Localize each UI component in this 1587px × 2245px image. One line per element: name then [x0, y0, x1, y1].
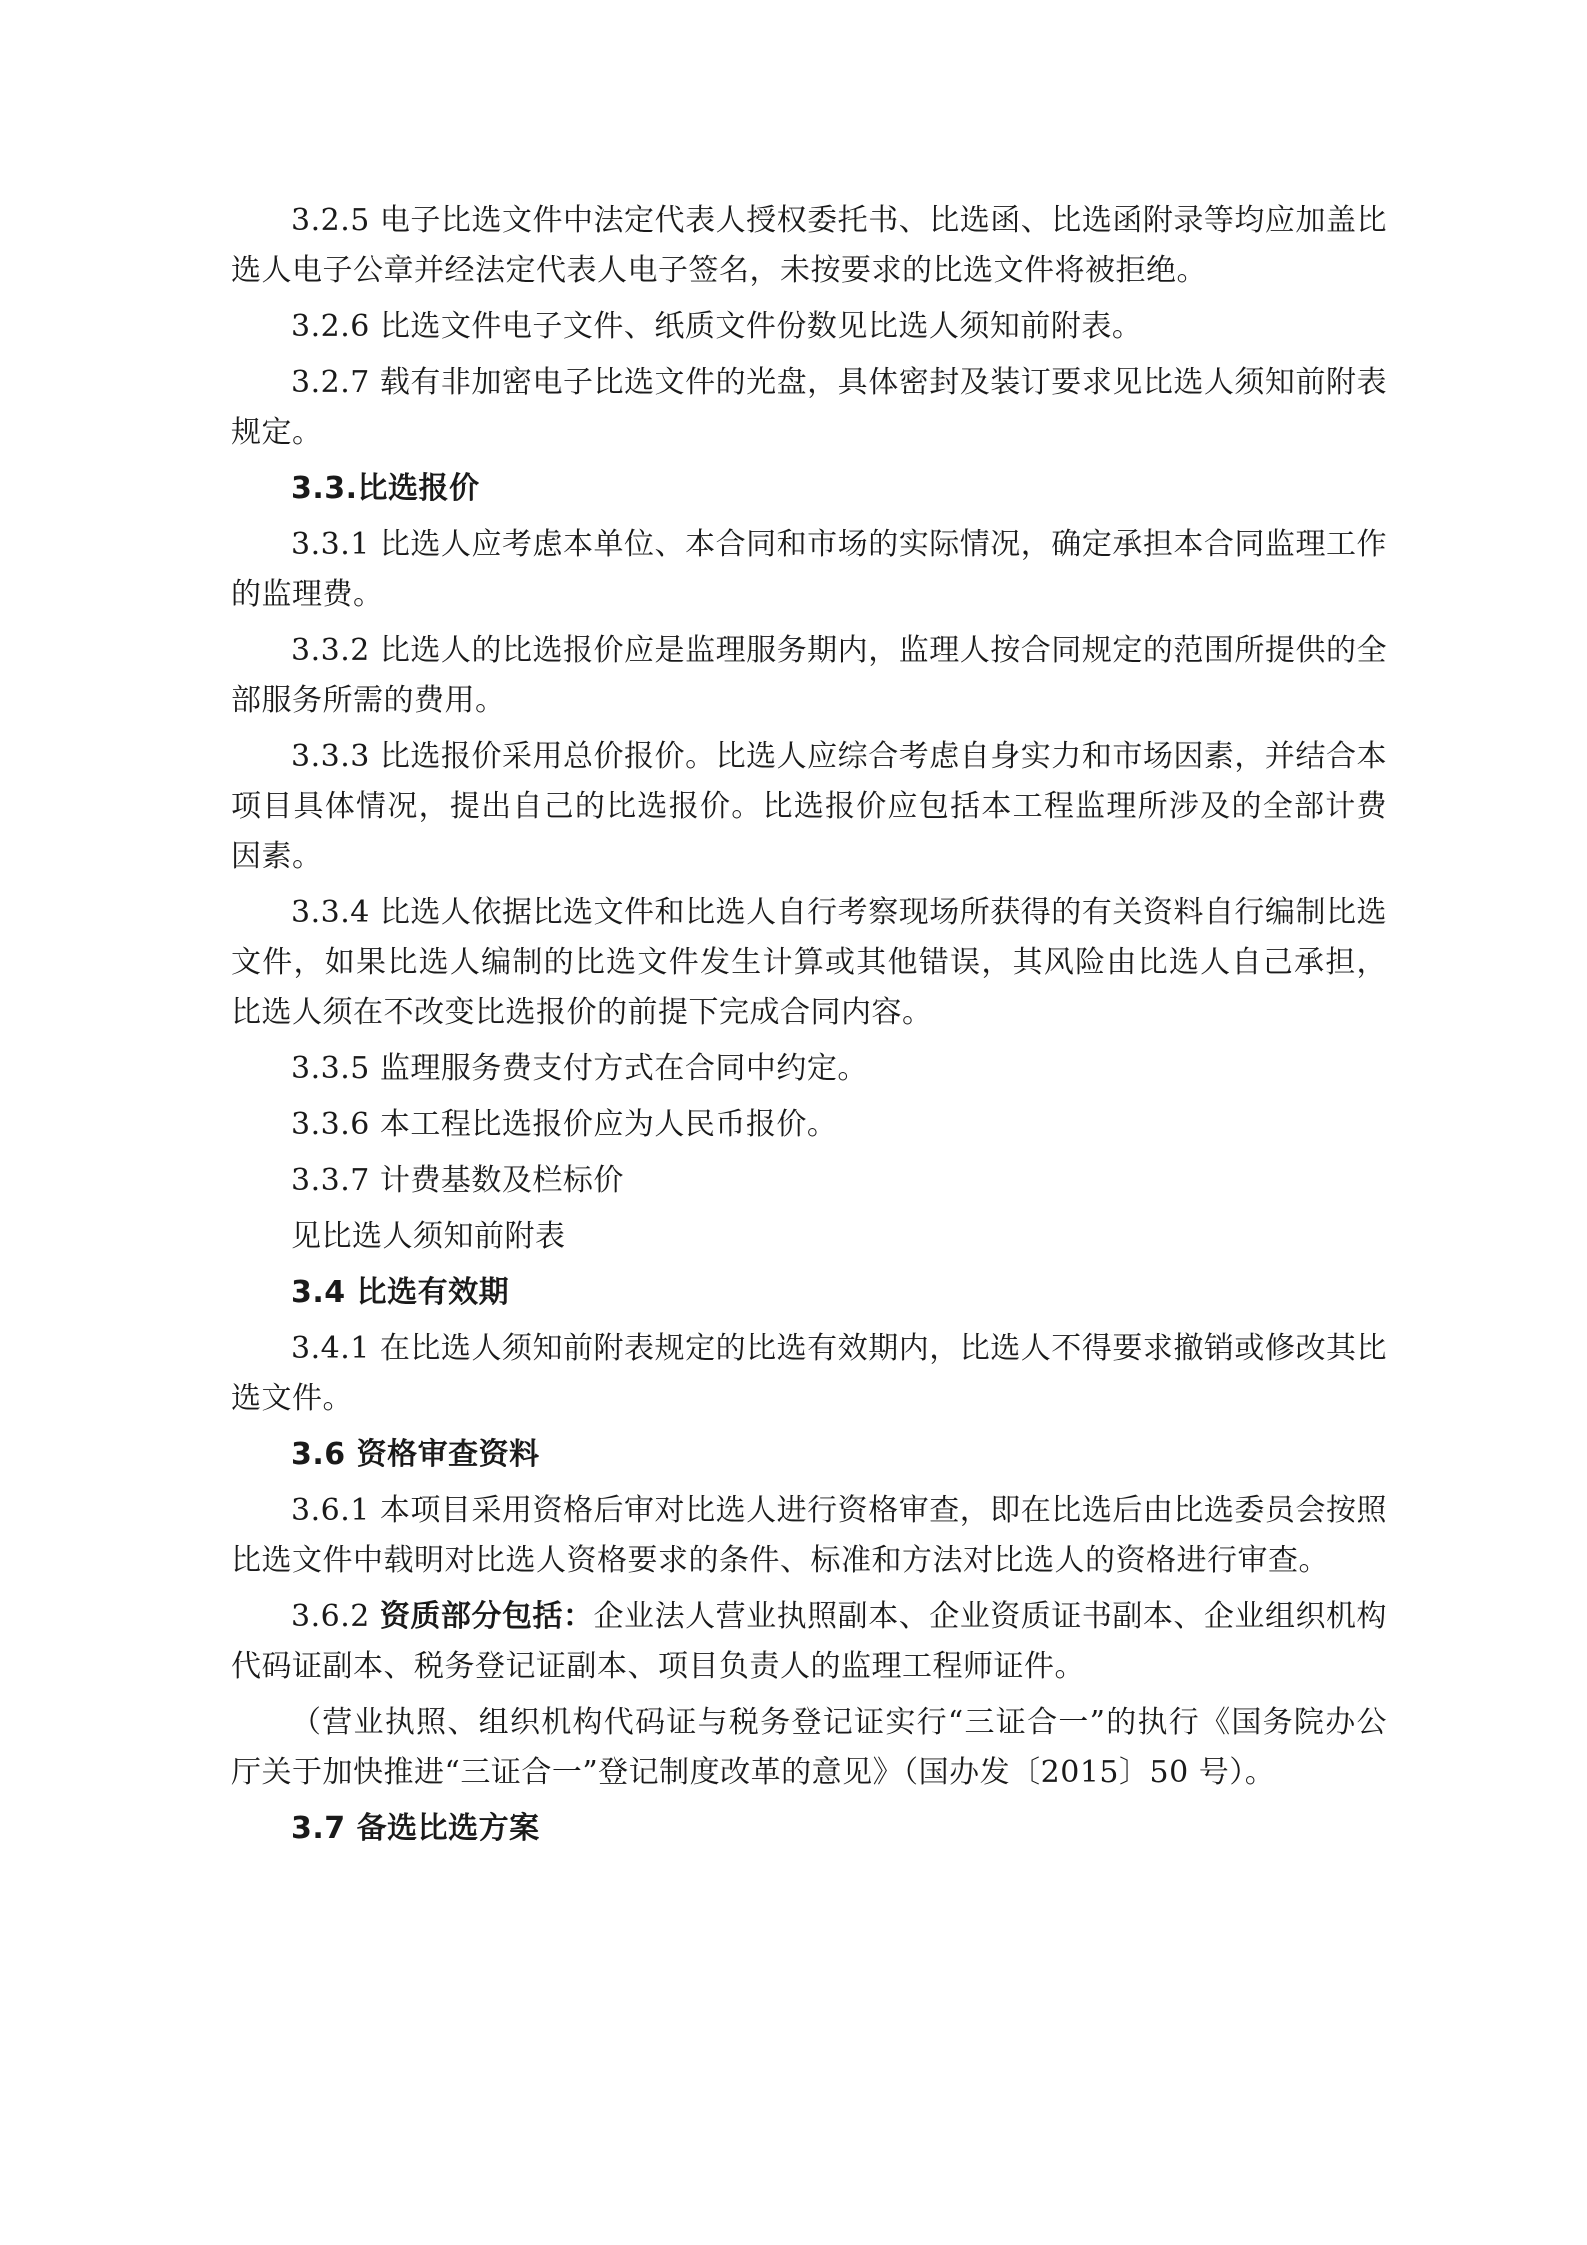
paragraph-3-6-2-bold-label: 资质部分包括：	[379, 1599, 594, 1634]
heading-3-6: 3.6 资格审查资料	[291, 1437, 540, 1472]
paragraph-3-6-2-number: 3.6.2	[291, 1599, 380, 1634]
paragraph-3-2-5: 3.2.5 电子比选文件中法定代表人授权委托书、比选函、比选函附录等均应加盖比选人电子公章并经法定代表人电子签名，未按要求的比选文件将被拒绝。	[231, 203, 1387, 288]
heading-3-4: 3.4 比选有效期	[291, 1275, 510, 1310]
heading-3-3: 3.3.比选报价	[291, 471, 480, 506]
paragraph-3-3-7: 3.3.7 计费基数及栏标价	[291, 1163, 624, 1198]
paragraph-3-6-2-text: 企业法人营业执照副本、企业资质证书副本、企业组织机构代码证副本、税务登记证副本、项目负责人的监理工程师证件。	[231, 1599, 1388, 1684]
paragraph-3-3-2: 3.3.2 比选人的比选报价应是监理服务期内，监理人按合同规定的范围所提供的全部服务所需的费用。	[231, 633, 1387, 718]
paragraph-3-3-6: 3.3.6 本工程比选报价应为人民币报价。	[291, 1107, 838, 1142]
paragraph-3-3-7-detail: 见比选人须知前附表	[291, 1219, 566, 1254]
paragraph-3-6-2	[231, 1592, 1387, 1692]
document-page	[231, 196, 1387, 1860]
paragraph-3-4-1: 3.4.1 在比选人须知前附表规定的比选有效期内，比选人不得要求撤销或修改其比选文件。	[231, 1331, 1387, 1416]
paragraph-3-3-3: 3.3.3 比选报价采用总价报价。比选人应综合考虑自身实力和市场因素，并结合本项目具体情况，提出自己的比选报价。比选报价应包括本工程监理所涉及的全部计费因素。	[231, 739, 1387, 874]
paragraph-3-3-5: 3.3.5 监理服务费支付方式在合同中约定。	[291, 1051, 868, 1086]
paragraph-3-2-6: 3.2.6 比选文件电子文件、纸质文件份数见比选人须知前附表。	[291, 309, 1143, 344]
paragraph-3-3-4: 3.3.4 比选人依据比选文件和比选人自行考察现场所获得的有关资料自行编制比选文件，如果比选人编制的比选文件发生计算或其他错误，其风险由比选人自己承担，比选人须在不改变比选报价的前提下完成合同内容。	[231, 895, 1387, 1030]
paragraph-3-6-1: 3.6.1 本项目采用资格后审对比选人进行资格审查，即在比选后由比选委员会按照比选文件中载明对比选人资格要求的条件、标准和方法对比选人的资格进行审查。	[231, 1493, 1387, 1578]
paragraph-3-3-1: 3.3.1 比选人应考虑本单位、本合同和市场的实际情况，确定承担本合同监理工作的监理费。	[231, 527, 1387, 612]
heading-3-7: 3.7 备选比选方案	[291, 1811, 540, 1846]
paragraph-3-6-2-note: （营业执照、组织机构代码证与税务登记证实行“三证合一”的执行《国务院办公厅关于加快推进“三证合一”登记制度改革的意见》（国办发〔2015〕50 号）。	[231, 1705, 1387, 1790]
paragraph-3-2-7: 3.2.7 载有非加密电子比选文件的光盘，具体密封及装订要求见比选人须知前附表规定。	[231, 365, 1387, 450]
